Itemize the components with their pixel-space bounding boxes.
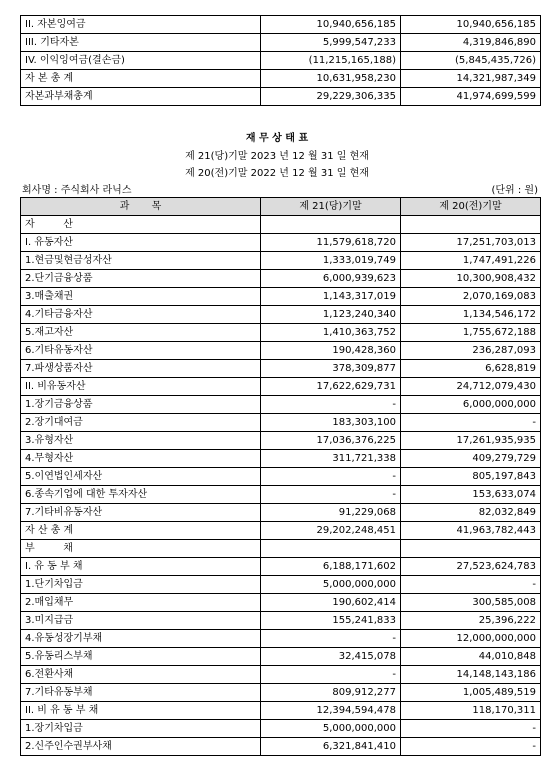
prior-value-cell: 118,170,311 xyxy=(401,702,541,720)
equity-summary-body xyxy=(21,16,541,106)
account-cell: 6.종속기업에 대한 투자자산 xyxy=(21,486,261,504)
prior-value-cell: 6,000,000,000 xyxy=(401,396,541,414)
table-row xyxy=(21,396,541,414)
equity-summary-table xyxy=(20,15,541,106)
account-cell: I. 유동자산 xyxy=(21,234,261,252)
account-cell: 5.유동리스부채 xyxy=(21,648,261,666)
account-cell: 2.장기대여금 xyxy=(21,414,261,432)
account-cell: 3.유형자산 xyxy=(21,432,261,450)
table-row xyxy=(21,34,541,52)
prior-value-cell: 17,261,935,935 xyxy=(401,432,541,450)
account-cell: 6.기타유동자산 xyxy=(21,342,261,360)
prior-value-cell: 41,974,699,599 xyxy=(401,88,541,106)
prior-value-cell: 41,963,782,443 xyxy=(401,522,541,540)
current-value-cell: 6,188,171,602 xyxy=(261,558,401,576)
table-row xyxy=(21,70,541,88)
balance-sheet-body xyxy=(21,216,541,756)
table-row xyxy=(21,306,541,324)
prior-value-cell: 14,321,987,349 xyxy=(401,70,541,88)
table-row xyxy=(21,252,541,270)
table-row xyxy=(21,432,541,450)
table-row xyxy=(21,738,541,756)
table-row xyxy=(21,702,541,720)
current-value-cell: 29,202,248,451 xyxy=(261,522,401,540)
account-cell: IV. 이익잉여금(결손금) xyxy=(21,52,261,70)
table-row xyxy=(21,630,541,648)
prior-value-cell: 10,940,656,185 xyxy=(401,16,541,34)
current-value-cell: 378,309,877 xyxy=(261,360,401,378)
prior-value-cell: 153,633,074 xyxy=(401,486,541,504)
current-value-cell: 183,303,100 xyxy=(261,414,401,432)
current-value-cell: (11,215,165,188) xyxy=(261,52,401,70)
account-cell: 1.현금및현금성자산 xyxy=(21,252,261,270)
current-value-cell: 5,000,000,000 xyxy=(261,720,401,738)
prior-value-cell: 14,148,143,186 xyxy=(401,666,541,684)
prior-value-cell: 2,070,169,083 xyxy=(401,288,541,306)
account-cell: I. 유 동 부 채 xyxy=(21,558,261,576)
table-row xyxy=(21,666,541,684)
prior-value-cell: 12,000,000,000 xyxy=(401,630,541,648)
prior-value-cell: 24,712,079,430 xyxy=(401,378,541,396)
prior-value-cell: 1,005,489,519 xyxy=(401,684,541,702)
table-row xyxy=(21,270,541,288)
account-cell: 부 채 xyxy=(21,540,261,558)
current-value-cell: - xyxy=(261,630,401,648)
prior-value-cell: 409,279,729 xyxy=(401,450,541,468)
current-value-cell: 6,321,841,410 xyxy=(261,738,401,756)
account-cell: III. 기타자본 xyxy=(21,34,261,52)
table-row xyxy=(21,648,541,666)
prior-value-cell: 1,747,491,226 xyxy=(401,252,541,270)
period-prior: 제 20(전)기말 2022 년 12 월 31 일 현재 xyxy=(185,168,369,179)
table-row xyxy=(21,504,541,522)
prior-value-cell: 27,523,624,783 xyxy=(401,558,541,576)
header-current: 제 21(당)기말 xyxy=(261,198,401,216)
prior-value-cell: 17,251,703,013 xyxy=(401,234,541,252)
unit-label: (단위 : 원) xyxy=(491,185,538,196)
table-row xyxy=(21,288,541,306)
account-cell: 자 산 xyxy=(21,216,261,234)
prior-value-cell: 1,134,546,172 xyxy=(401,306,541,324)
current-value-cell: 1,410,363,752 xyxy=(261,324,401,342)
account-cell: 4.기타금융자산 xyxy=(21,306,261,324)
table-row xyxy=(21,52,541,70)
table-row xyxy=(21,450,541,468)
table-row xyxy=(21,342,541,360)
account-cell: 1.장기금융상품 xyxy=(21,396,261,414)
prior-value-cell: 1,755,672,188 xyxy=(401,324,541,342)
table-row xyxy=(21,378,541,396)
table-row xyxy=(21,540,541,558)
header-account: 과 목 xyxy=(21,198,261,216)
prior-value-cell: 4,319,846,890 xyxy=(401,34,541,52)
account-cell: 1.장기차입금 xyxy=(21,720,261,738)
table-row xyxy=(21,360,541,378)
prior-value-cell: 236,287,093 xyxy=(401,342,541,360)
statement-title: 재 무 상 태 표 xyxy=(245,133,309,144)
account-cell: 6.전환사채 xyxy=(21,666,261,684)
table-row xyxy=(21,720,541,738)
current-value-cell: 1,143,317,019 xyxy=(261,288,401,306)
period-current: 제 21(당)기말 2023 년 12 월 31 일 현재 xyxy=(185,151,369,162)
account-cell: 5.이연법인세자산 xyxy=(21,468,261,486)
account-cell: 2.신주인수권부사채 xyxy=(21,738,261,756)
current-value-cell: 91,229,068 xyxy=(261,504,401,522)
prior-value-cell: 44,010,848 xyxy=(401,648,541,666)
current-value-cell: 809,912,277 xyxy=(261,684,401,702)
table-row xyxy=(21,594,541,612)
table-row xyxy=(21,522,541,540)
account-cell: 자 산 총 계 xyxy=(21,522,261,540)
current-value-cell: - xyxy=(261,468,401,486)
prior-value-cell: 25,396,222 xyxy=(401,612,541,630)
current-value-cell: - xyxy=(261,396,401,414)
current-value-cell: 10,631,958,230 xyxy=(261,70,401,88)
company-name: 회사명 : 주식회사 라닉스 xyxy=(22,185,132,196)
account-cell: 1.단기차입금 xyxy=(21,576,261,594)
current-value-cell: 1,123,240,340 xyxy=(261,306,401,324)
current-value-cell: - xyxy=(261,486,401,504)
table-row xyxy=(21,216,541,234)
current-value-cell: 1,333,019,749 xyxy=(261,252,401,270)
current-value-cell: 12,394,594,478 xyxy=(261,702,401,720)
prior-value-cell: 805,197,843 xyxy=(401,468,541,486)
current-value-cell: 32,415,078 xyxy=(261,648,401,666)
prior-value-cell: - xyxy=(401,738,541,756)
current-value-cell: 17,622,629,731 xyxy=(261,378,401,396)
current-value-cell: 5,999,547,233 xyxy=(261,34,401,52)
account-cell: 2.매입채무 xyxy=(21,594,261,612)
account-cell: 4.유동성장기부채 xyxy=(21,630,261,648)
table-row xyxy=(21,486,541,504)
prior-value-cell: - xyxy=(401,414,541,432)
account-cell: 2.단기금융상품 xyxy=(21,270,261,288)
prior-value-cell: 300,585,008 xyxy=(401,594,541,612)
account-cell: 자 본 총 계 xyxy=(21,70,261,88)
table-row xyxy=(21,234,541,252)
current-value-cell: 11,579,618,720 xyxy=(261,234,401,252)
account-cell: 7.파생상품자산 xyxy=(21,360,261,378)
current-value-cell: 6,000,939,623 xyxy=(261,270,401,288)
balance-sheet-table xyxy=(20,197,541,756)
prior-value-cell xyxy=(401,216,541,234)
table-row xyxy=(21,414,541,432)
account-cell: 4.무형자산 xyxy=(21,450,261,468)
current-value-cell: 10,940,656,185 xyxy=(261,16,401,34)
current-value-cell: 190,602,414 xyxy=(261,594,401,612)
account-cell: 자본과부채총계 xyxy=(21,88,261,106)
prior-value-cell: - xyxy=(401,720,541,738)
table-row xyxy=(21,576,541,594)
table-row xyxy=(21,88,541,106)
prior-value-cell: (5,845,435,726) xyxy=(401,52,541,70)
prior-value-cell: 6,628,819 xyxy=(401,360,541,378)
current-value-cell: - xyxy=(261,666,401,684)
header-row xyxy=(21,198,541,216)
current-value-cell: 155,241,833 xyxy=(261,612,401,630)
table-row xyxy=(21,468,541,486)
account-cell: 5.재고자산 xyxy=(21,324,261,342)
account-cell: 7.기타유동부채 xyxy=(21,684,261,702)
account-cell: II. 자본잉여금 xyxy=(21,16,261,34)
prior-value-cell: 10,300,908,432 xyxy=(401,270,541,288)
current-value-cell: 29,229,306,335 xyxy=(261,88,401,106)
account-cell: 3.매출채권 xyxy=(21,288,261,306)
current-value-cell: 17,036,376,225 xyxy=(261,432,401,450)
account-cell: 3.미지급금 xyxy=(21,612,261,630)
account-cell: 7.기타비유동자산 xyxy=(21,504,261,522)
account-cell: II. 비유동자산 xyxy=(21,378,261,396)
header-prior: 제 20(전)기말 xyxy=(401,198,541,216)
current-value-cell: 5,000,000,000 xyxy=(261,576,401,594)
table-row xyxy=(21,684,541,702)
current-value-cell xyxy=(261,540,401,558)
prior-value-cell: - xyxy=(401,576,541,594)
current-value-cell: 190,428,360 xyxy=(261,342,401,360)
prior-value-cell: 82,032,849 xyxy=(401,504,541,522)
account-cell: II. 비 유 동 부 채 xyxy=(21,702,261,720)
table-row xyxy=(21,324,541,342)
table-row xyxy=(21,558,541,576)
table-row xyxy=(21,612,541,630)
prior-value-cell xyxy=(401,540,541,558)
table-row xyxy=(21,16,541,34)
current-value-cell: 311,721,338 xyxy=(261,450,401,468)
current-value-cell xyxy=(261,216,401,234)
